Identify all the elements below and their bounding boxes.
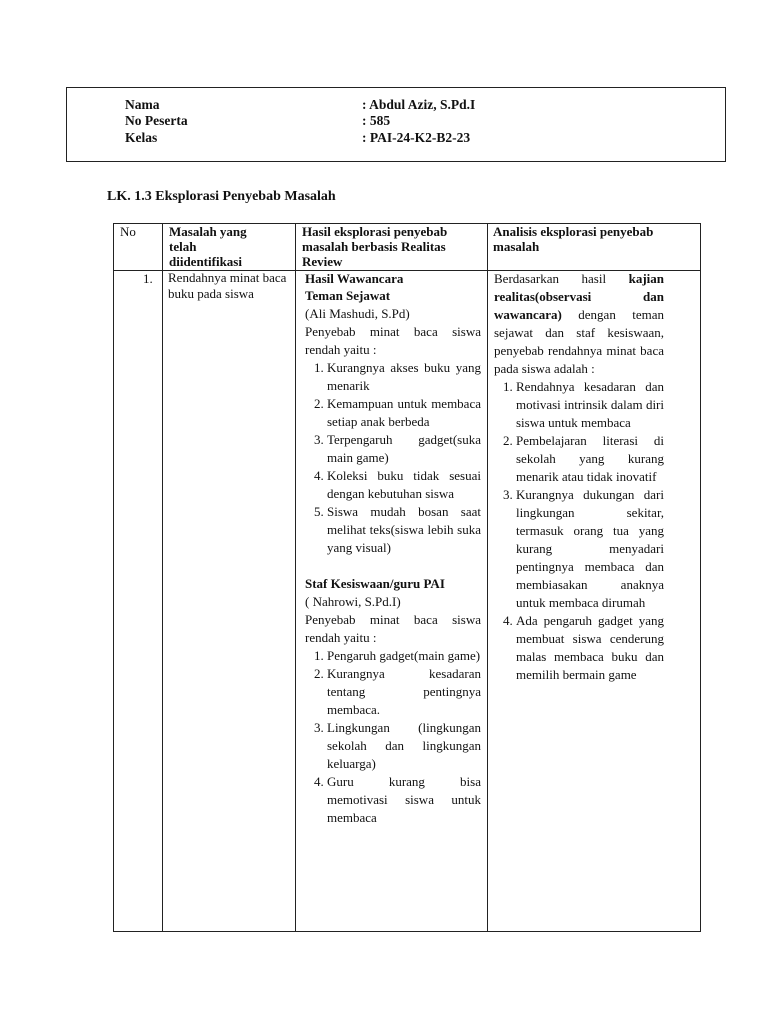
cause-list-2 bbox=[305, 647, 481, 827]
list-item: 1. Rendahnya kesadaran dan motivasi intrinsik dalam diri siswa untuk membaca bbox=[516, 378, 664, 432]
intro-2: Penyebab minat baca siswa rendah yaitu : bbox=[305, 612, 481, 645]
row-number: 1. bbox=[143, 271, 153, 286]
list-item: 2. Kurangnya kesadaran tentang pentingnya membaca. bbox=[327, 665, 481, 719]
staff-heading: Staf Kesiswaan/guru PAI bbox=[305, 576, 445, 591]
list-item: 3. Lingkungan (lingkungan sekolah dan lingkungan keluarga) bbox=[327, 719, 481, 773]
participant-value: : 585 bbox=[362, 113, 391, 128]
results-cell bbox=[305, 270, 481, 827]
exploration-table bbox=[113, 223, 701, 932]
interview-heading-2: Teman Sejawat bbox=[305, 288, 391, 303]
list-item: 1. Kurangnya akses buku yang menarik bbox=[327, 359, 481, 395]
participant-label: No Peserta bbox=[125, 113, 188, 128]
list-item: 3. Kurangnya dukungan dari lingkungan sekitar, termasuk orang tua yang kurang menyadari pentingnya membaca dan membiasakan anaknya untuk membaca dirumah bbox=[516, 486, 664, 612]
source-1: (Ali Mashudi, S.Pd) bbox=[305, 306, 410, 321]
list-item: 2. Pembelajaran literasi di sekolah yang kurang menarik atau tidak inovatif bbox=[516, 432, 664, 486]
section-title: LK. 1.3 Eksplorasi Penyebab Masalah bbox=[107, 189, 336, 204]
class-value: : PAI-24-K2-B2-23 bbox=[362, 130, 471, 145]
list-item: 4. Guru kurang bisa memotivasi siswa untuk membaca bbox=[327, 773, 481, 827]
interview-heading-1: Hasil Wawancara bbox=[305, 271, 404, 286]
identity-box bbox=[66, 87, 726, 162]
intro-1: Penyebab minat baca siswa rendah yaitu : bbox=[305, 324, 481, 357]
source-2: ( Nahrowi, S.Pd.I) bbox=[305, 594, 401, 609]
problem-cell: Rendahnya minat baca buku pada siswa bbox=[168, 270, 287, 301]
list-item: 4. Ada pengaruh gadget yang membuat siswa cenderung malas membaca buku dan memilih bermain game bbox=[516, 612, 664, 684]
name-value: : Abdul Aziz, S.Pd.I bbox=[362, 97, 476, 112]
col-header-problem: Masalah yang telah diidentifikasi bbox=[169, 224, 247, 269]
list-item: 1. Pengaruh gadget(main game) bbox=[327, 647, 481, 665]
list-item: 3. Terpengaruh gadget(suka main game) bbox=[327, 431, 481, 467]
class-label: Kelas bbox=[125, 130, 158, 145]
cause-list-1 bbox=[305, 359, 481, 557]
analysis-intro: Berdasarkan hasil kajian realitas(observasi dan wawancara) dengan teman sejawat dan staf kesiswaan, penyebab rendahnya minat baca pada siswa adalah : bbox=[494, 271, 664, 376]
name-label: Nama bbox=[125, 97, 160, 112]
list-item: 4. Koleksi buku tidak sesuai dengan kebutuhan siswa bbox=[327, 467, 481, 503]
col-header-analysis: Analisis eksplorasi penyebab masalah bbox=[493, 224, 654, 254]
analysis-list bbox=[494, 378, 664, 684]
list-item: 2. Kemampuan untuk membaca setiap anak berbeda bbox=[327, 395, 481, 431]
col-header-no: No bbox=[120, 224, 136, 239]
analysis-cell bbox=[494, 270, 664, 684]
col-header-results: Hasil eksplorasi penyebab masalah berbasis Realitas Review bbox=[302, 224, 448, 269]
list-item: 5. Siswa mudah bosan saat melihat teks(siswa lebih suka yang visual) bbox=[327, 503, 481, 557]
